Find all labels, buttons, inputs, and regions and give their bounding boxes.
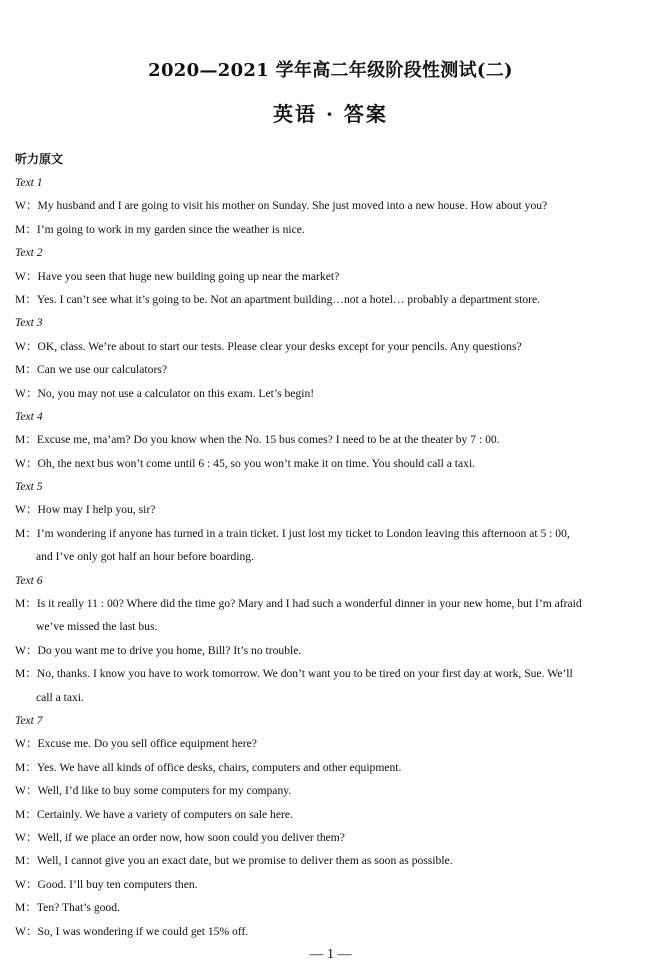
dialogue-text: Is it really 11 : 00? Where did the time go? Mary and I had such a wonderful dinner in your new home, but I’m afraid (36, 597, 582, 611)
dialogue-text: So, I was wondering if we could get 15% off. (37, 924, 249, 938)
text-heading: Text 6 (15, 573, 43, 587)
dialogue-text: Yes. I can’t see what it’s going to be. Not an apartment building…not a hotel… probably a department store. (36, 292, 541, 306)
dialogue-line (15, 849, 649, 872)
dialogue-text: Can we use our calculators? (36, 363, 167, 377)
dialogue-text: OK, class. We’re about to start our tests. Please clear your desks except for your pencils. Any questions? (37, 339, 522, 353)
dialogue-line (15, 335, 649, 358)
dialogue-line (15, 382, 649, 405)
dialogue-continuation (15, 545, 649, 568)
dialogue-line (15, 358, 649, 381)
dialogue-text: Have you seen that huge new building going up near the market? (37, 269, 340, 283)
text-heading: Text 3 (15, 316, 43, 330)
dialogue-line (15, 218, 649, 241)
page-title: 2020—2021 学年高二年级阶段性测试(二) (148, 60, 513, 81)
dialogue-text: we’ve missed the last bus. (36, 620, 158, 634)
dialogue-text: and I’ve only got half an hour before boarding. (36, 550, 254, 564)
speaker-label: W： (15, 199, 38, 213)
speaker-label: M： (15, 363, 37, 377)
dialogue-line (15, 756, 649, 779)
dialogue-line (15, 522, 649, 545)
speaker-label: W： (15, 643, 38, 657)
speaker-label: W： (15, 386, 38, 400)
dialogue-line (15, 639, 649, 662)
dialogue-line (15, 896, 649, 919)
dialogue-line (15, 592, 649, 615)
dialogue-continuation (15, 686, 649, 709)
dialogue-text: Well, if we place an order now, how soon could you deliver them? (37, 830, 345, 844)
dialogue-line (15, 873, 649, 896)
dialogue-line (15, 265, 649, 288)
speaker-label: M： (15, 901, 37, 915)
speaker-label: M： (15, 433, 37, 447)
dialogue-line (15, 428, 649, 451)
dialogue-text: Ten? That’s good. (36, 901, 120, 915)
dialogue-text: Good. I’ll buy ten computers then. (37, 877, 198, 891)
dialogue-line (15, 194, 649, 217)
speaker-label: W： (15, 737, 38, 751)
text-heading: Text 7 (15, 713, 43, 727)
text-heading: Text 5 (15, 480, 43, 494)
section-label: 听力原文 (15, 152, 64, 166)
dialogue-line (15, 662, 649, 685)
speaker-label: W： (15, 456, 38, 470)
speaker-label: M： (15, 760, 37, 774)
speaker-label: W： (15, 339, 38, 353)
dialogue-line (15, 920, 649, 943)
text-heading: Text 4 (15, 409, 43, 423)
page-number: — 1 — (309, 947, 352, 962)
text-heading: Text 2 (15, 246, 43, 260)
speaker-label: W： (15, 924, 38, 938)
dialogue-line (15, 803, 649, 826)
speaker-label: W： (15, 784, 38, 798)
speaker-label: M： (15, 854, 37, 868)
speaker-label: W： (15, 503, 38, 517)
speaker-label: M： (15, 807, 37, 821)
dialogue-text: Yes. We have all kinds of office desks, chairs, computers and other equipment. (36, 760, 402, 774)
dialogue-text: Certainly. We have a variety of computers on sale here. (36, 807, 293, 821)
text-heading: Text 1 (15, 176, 43, 189)
dialogue-text: No, thanks. I know you have to work tomorrow. We don’t want you to be tired on your first day at work, Sue. We’ll (36, 667, 573, 681)
speaker-label: M： (15, 526, 37, 540)
dialogue-line (15, 288, 649, 311)
dialogue-line (15, 452, 649, 475)
speaker-label: W： (15, 877, 38, 891)
dialogue-text: Oh, the next bus won’t come until 6 : 45, so you won’t make it on time. You should call a taxi. (37, 456, 476, 470)
speaker-label: W： (15, 830, 38, 844)
dialogue-line (15, 779, 649, 802)
dialogue-text: call a taxi. (36, 690, 84, 704)
dialogue-line (15, 498, 649, 521)
dialogue-text: Well, I’d like to buy some computers for my company. (37, 784, 292, 798)
dialogue-text: Well, I cannot give you an exact date, but we promise to deliver them as soon as possible. (36, 854, 453, 868)
speaker-label: M： (15, 222, 37, 236)
dialogue-text: No, you may not use a calculator on this exam. Let’s begin! (37, 386, 315, 400)
dialogue-text: Excuse me. Do you sell office equipment here? (37, 737, 257, 751)
dialogue-continuation (15, 615, 649, 638)
dialogue-text: Do you want me to drive you home, Bill? It’s no trouble. (37, 643, 302, 657)
speaker-label: W： (15, 269, 38, 283)
speaker-label: M： (15, 597, 37, 611)
speaker-label: M： (15, 292, 37, 306)
dialogue-text: How may I help you, sir? (37, 503, 156, 517)
page-subtitle: 英语 · 答案 (273, 102, 388, 126)
transcript-body (15, 171, 649, 943)
dialogue-line (15, 826, 649, 849)
dialogue-line (15, 732, 649, 755)
dialogue-text: I’m wondering if anyone has turned in a train ticket. I just lost my ticket to London leaving this afternoon at 5 : 00, (36, 526, 570, 540)
dialogue-text: Excuse me, ma’am? Do you know when the No. 15 bus comes? I need to be at the theater by 7 : 00. (36, 433, 500, 447)
speaker-label: M： (15, 667, 37, 681)
dialogue-text: I’m going to work in my garden since the weather is nice. (36, 222, 305, 236)
dialogue-text: My husband and I are going to visit his mother on Sunday. She just moved into a new house. How about you? (37, 199, 548, 213)
